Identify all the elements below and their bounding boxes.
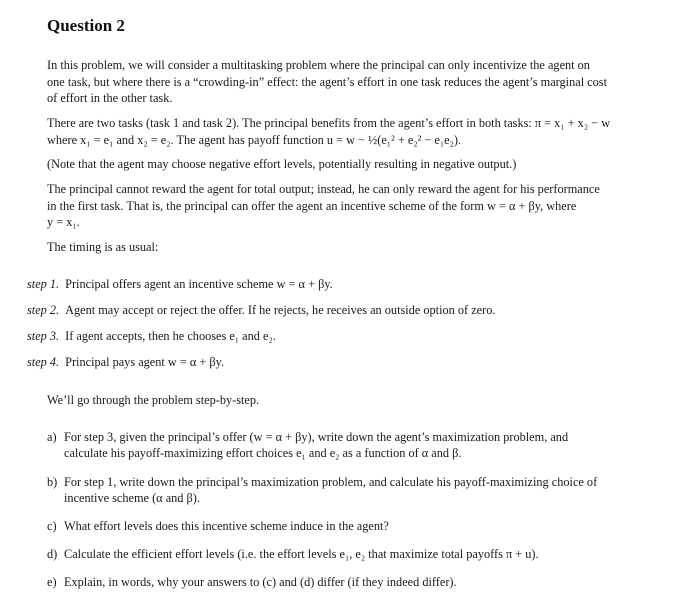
walkthrough-paragraph xyxy=(47,392,627,409)
step-label: step 2. xyxy=(27,303,60,317)
question-item xyxy=(47,518,632,534)
step-item xyxy=(27,302,637,318)
question-label: d) xyxy=(47,547,58,561)
reward-line: in the first task. That is, the principal can offer the agent an incentive scheme of the form w = α + βy, where xyxy=(47,198,577,213)
step-item xyxy=(27,276,637,292)
step-text: If agent accepts, then he chooses e₁ and e₂. xyxy=(65,329,276,343)
reward-paragraph xyxy=(47,181,627,231)
step-label: step 4. xyxy=(27,355,60,369)
intro-line: one task, but where there is a “crowding-in” effect: the agent’s effort in one task reduces the agent’s marginal cost xyxy=(47,74,607,89)
question-line: Explain, in words, why your answers to (c) and (d) differ (if they indeed differ). xyxy=(64,575,457,589)
question-item xyxy=(47,474,632,506)
question-text xyxy=(64,546,632,562)
tasks-line: There are two tasks (task 1 and task 2). The principal benefits from the agent’s effort in both tasks: π = x₁ + x₂ − w xyxy=(47,116,611,130)
question-text xyxy=(64,518,632,534)
intro-paragraph xyxy=(47,57,627,107)
question-line: What effort levels does this incentive scheme induce in the agent? xyxy=(64,519,389,533)
reward-line: y = x₁. xyxy=(47,215,80,229)
step-text: Agent may accept or reject the offer. If he rejects, he receives an outside option of zero. xyxy=(65,303,496,317)
question-line: Calculate the efficient effort levels (i.e. the effort levels e₁, e₂ that maximize total payoffs π + u). xyxy=(64,547,539,561)
step-text: Principal offers agent an incentive scheme w = α + βy. xyxy=(65,277,333,291)
note-line: (Note that the agent may choose negative effort levels, potentially resulting in negative output.) xyxy=(47,157,517,171)
walkthrough-line: We’ll go through the problem step-by-step. xyxy=(47,393,260,407)
intro-line: In this problem, we will consider a multitasking problem where the principal can only incentivize the agent on xyxy=(47,58,590,72)
question-item xyxy=(47,574,632,590)
question-text xyxy=(64,474,632,506)
question-line: For step 1, write down the principal’s maximization problem, and calculate his payoff-maximizing choice of xyxy=(64,475,598,489)
note-paragraph xyxy=(47,156,627,173)
question-label: a) xyxy=(47,430,57,444)
step-label: step 3. xyxy=(27,329,60,343)
step-item xyxy=(27,354,637,370)
question-line: For step 3, given the principal’s offer (w = α + βy), write down the agent’s maximization problem, and xyxy=(64,430,569,444)
question-item xyxy=(47,429,632,461)
question-label: b) xyxy=(47,475,58,489)
question-line: calculate his payoff-maximizing effort choices e₁ and e₂ as a function of α and β. xyxy=(64,446,462,460)
question-line: incentive scheme (α and β). xyxy=(64,491,200,505)
step-text: Principal pays agent w = α + βy. xyxy=(65,355,225,369)
intro-line: of effort in the other task. xyxy=(47,91,173,105)
timing-intro xyxy=(47,239,627,256)
question-text xyxy=(64,574,632,590)
question-text xyxy=(64,429,632,461)
tasks-line: where x₁ = e₁ and x₂ = e₂. The agent has payoff function u = w − ½(e₁² + e₂² − e₁e₂). xyxy=(47,132,462,147)
question-label: c) xyxy=(47,519,57,533)
reward-line: The principal cannot reward the agent for total output; instead, he can only reward the agent for his performance xyxy=(47,182,600,196)
question-label: e) xyxy=(47,575,57,589)
tasks-paragraph xyxy=(47,115,627,148)
timing-line: The timing is as usual: xyxy=(47,240,159,254)
step-label: step 1. xyxy=(27,277,60,291)
question-heading: Question 2 xyxy=(47,16,125,35)
step-item xyxy=(27,328,637,344)
question-item xyxy=(47,546,632,562)
